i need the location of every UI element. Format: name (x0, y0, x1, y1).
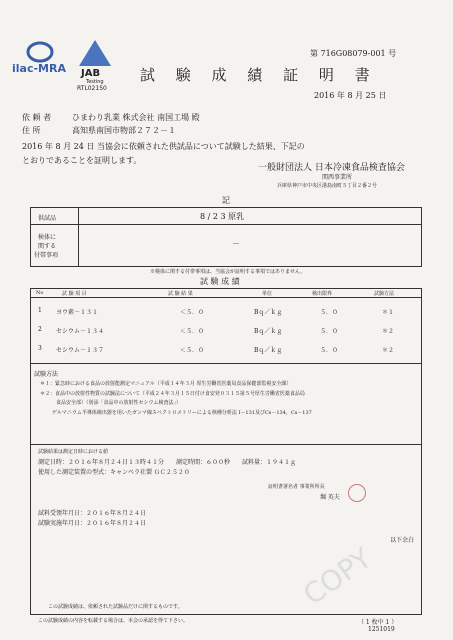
methods-title: 試験方法 (34, 371, 59, 378)
row-result: ＜５．０ (180, 328, 205, 335)
issuer-address: 兵庫県神戸市中央区港島南町５丁目２番２号 (277, 183, 378, 189)
row-item: セシウム－１３４ (56, 328, 104, 335)
ilac-logo-text: ilac-MRA (12, 62, 66, 75)
row-method: ＊２ (382, 347, 395, 354)
row-limit: ５．０ (320, 309, 339, 316)
jab-testing-text: Testing (86, 79, 104, 85)
col-limit: 検出限界 (312, 291, 333, 297)
measure-line-1: 試験結果は測定日時における値 (38, 449, 109, 455)
intro-line-2: とおりであることを証明します。 (22, 156, 142, 165)
ilac-mra-logo (10, 40, 70, 80)
row-no: 3 (38, 345, 42, 352)
cond-label-1: 検体に (38, 234, 57, 241)
row-unit: Bｑ／ｋｇ (254, 347, 283, 354)
address-label: 住 所 (22, 126, 41, 135)
client-value: ひまわり乳業 株式会社 南国工場 殿 (72, 113, 200, 122)
received-date: 試料受領年月日：２０１６年８月２４日 (38, 510, 147, 517)
page-title: 試 験 成 績 証 明 書 (140, 66, 378, 84)
col-no: No (36, 290, 44, 296)
col-method: 試験方法 (374, 291, 395, 297)
intro-line-1: 2016 年 8 月 24 日 当協会に依頼された供試品について試験した結果、下記の (22, 142, 305, 151)
col-unit: 単位 (262, 291, 273, 297)
ki-heading: 記 (222, 196, 230, 205)
sample-value: 8 / 2 3 原乳 (200, 212, 245, 221)
document-number: 第 716G08079-001 号 (310, 49, 397, 58)
method-2b: 食品安全部）（別添「食品中の放射性セシウム検査法」） (56, 400, 181, 406)
address-value: 高知県南国市物部２７２－１ (72, 126, 176, 135)
measure-line-2: 測定日時：２０１６年８月２４日１３時４１分 測定時間：６００秒 試料量：１９４１ｇ (38, 459, 297, 466)
issuer-office: 関西事業所 (322, 174, 353, 181)
row-limit: ５．０ (320, 347, 339, 354)
certifier-name: 堀 英夫 (320, 494, 340, 501)
serial-number: 1251019 (368, 626, 395, 633)
jab-logo-text: JAB (81, 68, 101, 79)
sample-note: ※検体に関する付帯事項は、当協会が証明する事項ではありません。 (150, 269, 306, 275)
cond-value: － (232, 239, 240, 248)
cond-label-3: 付帯事項 (34, 252, 59, 259)
cond-label-2: 関する (38, 243, 57, 250)
row-limit: ５．０ (320, 328, 339, 335)
done-date: 試験実施年月日：２０１６年８月２４日 (38, 520, 147, 527)
method-2a: ＊２：食品中の放射性物質の試験法について（平成２４年３月１５日付け食安発０３１５第５号厚生労働省医薬食品局 (40, 391, 305, 397)
col-item: 試 験 項 目 (62, 291, 87, 297)
client-label: 依 頼 者 (22, 113, 52, 122)
row-no: 2 (38, 326, 42, 333)
issue-date: 2016 年 8 月 25 日 (314, 91, 387, 100)
row-method: ＊１ (382, 309, 395, 316)
certifier-label: 証明書署名者 事業所所長 (268, 484, 325, 490)
jab-number-text: RTL02150 (77, 85, 107, 92)
row-no: 1 (38, 307, 42, 314)
sample-label: 供試品 (38, 215, 57, 222)
row-item: セシウム－１３７ (56, 347, 104, 354)
jab-logo (75, 38, 115, 93)
copy-watermark: COPY (297, 541, 378, 612)
row-unit: Bｑ／ｋｇ (254, 328, 283, 335)
method-1: ＊１：緊急時における食品の放射能測定マニュアル（平成１４年３月 厚生労働省医薬局食品保健部監視安全課） (40, 381, 292, 387)
row-method: ＊２ (382, 328, 395, 335)
row-result: ＜５．０ (180, 347, 205, 354)
results-title: 試 験 成 績 (200, 277, 240, 286)
page-count: （ 1 枚中 1 ） (358, 619, 398, 626)
seal-stamp (348, 484, 366, 502)
issuer-org: 一般財団法人 日本冷凍食品検査協会 (258, 163, 405, 173)
row-result: ＜５．０ (180, 309, 205, 316)
col-result: 試 験 結 果 (168, 291, 193, 297)
note-2: この試験成績の内容を転載する場合は、本会の承認を得て下さい。 (38, 618, 189, 624)
row-item: ヨウ素－１３１ (56, 309, 99, 316)
note-1: この試験成績は、依頼された試験品だけに関するものです。 (48, 604, 183, 610)
method-3: ゲルマニウム半導体検出器を用いたガンマ線スペクトロメトリーによる核種分析法 I－131及びCs－134，Cs－137 (52, 410, 312, 416)
ika-yohaku: 以下余白 (390, 537, 415, 544)
measure-line-3: 使用した測定装置の型式：キャンベラ社製 ＧＣ２５２０ (38, 469, 190, 476)
row-unit: Bｑ／ｋｇ (254, 309, 283, 316)
